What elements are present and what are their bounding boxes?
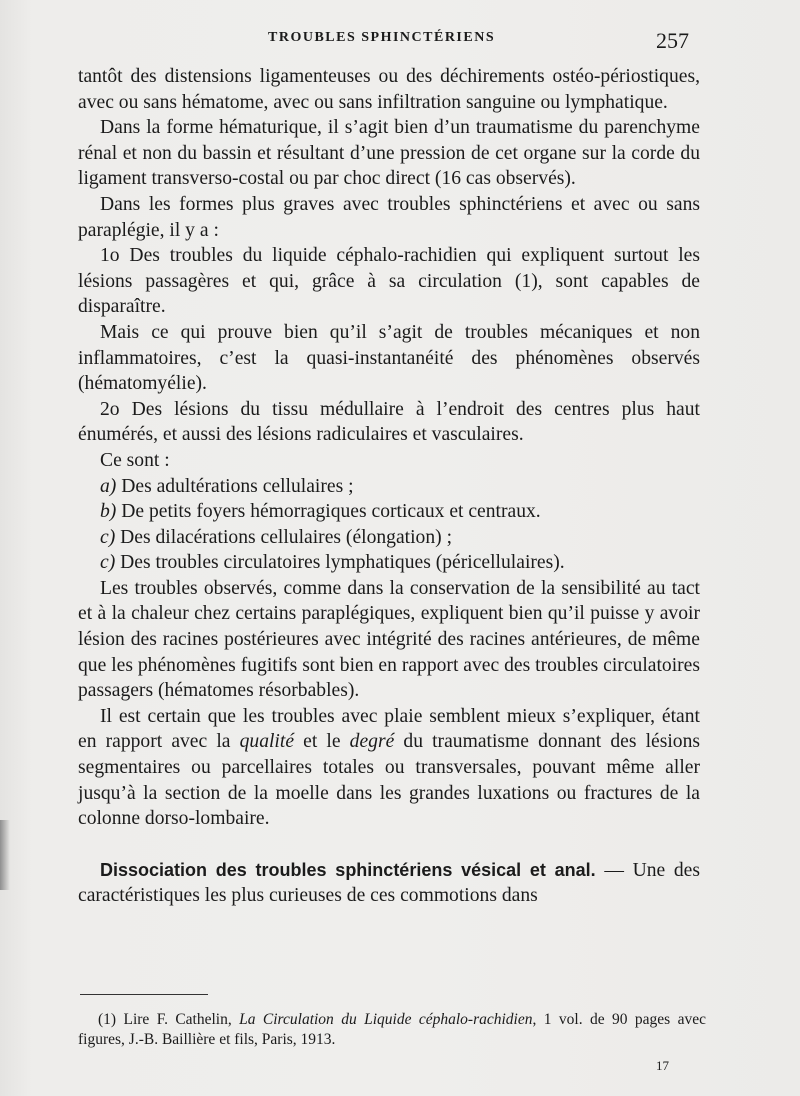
signature-mark: 17 [656,1058,669,1073]
section-text: Une des caractéristiques les plus curieuses de ces commotions dans [78,859,701,907]
emphasis-degre: degré [349,731,395,753]
running-header: TROUBLES SPHINCTÉRIENS [268,30,496,45]
footnote-details: , 1 vol. de 90 pages avec figures, J.-B. Baillière et fils, Paris, 1913. [78,1011,707,1048]
paragraph: 2o Des lésions du tissu médullaire à l’endroit des centres plus haut énumérés, et aussi des lésions radiculaires et vasculaires. [78,398,700,446]
paragraph [78,704,700,832]
list-item [78,499,700,525]
footnote [78,1010,706,1050]
list-item [78,525,700,551]
paragraph-text: Il est certain que les troubles avec plaie semblent mieux s’expliquer, étant en rapport avec la [78,705,700,753]
paragraph: Mais ce qui prouve bien qu’il s’agit de troubles mécaniques et non inflammatoires, c’est la quasi-instantanéité des phénomènes observés (hématomyélie). [78,321,700,395]
list-item-text: De petits foyers hémorragiques corticaux et centraux. [121,501,541,523]
heading-dash: — [595,859,633,881]
footnote-author: Lire F. Cathelin, [116,1011,240,1028]
paragraph: Dans les formes plus graves avec troubles sphinctériens et avec ou sans paraplégie, il y a : [78,193,700,241]
paragraph: 1o Des troubles du liquide céphalo-rachidien qui expliquent surtout les lésions passagères et qui, grâce à sa circulation (1), sont capables de disparaître. [78,245,700,318]
paragraph: Dans la forme hématurique, il s’agit bien d’un traumatisme du parenchyme rénal et non du bassin et résultant d’une pression de cet organe sur la corde du ligament transverso-costal ou par choc direct (16 cas observés). [78,117,700,190]
paragraph: tantôt des distensions ligamenteuses ou des déchirements ostéo-périostiques, avec ou sans hématome, avec ou sans infiltration sanguine ou lymphatique. [78,66,700,113]
list-item [78,550,700,576]
list-marker: a) [100,475,117,497]
list-marker: c) [100,526,116,548]
footnote-rule [80,994,208,995]
main-text [78,64,700,909]
list-marker: c) [100,552,116,574]
footnote-title: La Circulation du Liquide céphalo-rachidien [239,1011,533,1028]
page-number: 257 [656,28,689,53]
paragraph: Les troubles observés, comme dans la conservation de la sensibilité au tact et à la chaleur chez certains paraplégiques, expliquent bien qu’il puisse y avoir lésion des racines postérieures avec intégrité des racines antérieures, de même que les phénomènes fugitifs sont bien en rapport avec des troubles circulatoires passagers (hématomes résorbables). [78,577,700,702]
list-item [78,474,700,500]
list-item-text: Des troubles circulatoires lymphatiques (péricellulaires). [120,552,565,574]
paragraph-text: et le [294,731,350,753]
section-heading: Dissociation des troubles sphinctériens vésical et anal. [100,859,596,880]
emphasis-qualite: qualité [239,731,295,753]
paragraph: Ce sont : [100,449,170,471]
list-item-text: Des adultérations cellulaires ; [121,475,354,497]
list-marker: b) [100,501,117,523]
page-edge-shadow [0,820,10,890]
paragraph-text: du traumatisme donnant des lésions segmentaires ou parcellaires totales ou transversales, pouvant même aller jusqu’à la section de la moelle dans les grandes luxations ou fractures de la colonne dorso-lombaire. [78,731,700,830]
list-item-text: Des dilacérations cellulaires (élongation) ; [120,526,453,548]
section-paragraph [78,858,700,909]
footnote-marker: (1) [98,1011,117,1028]
